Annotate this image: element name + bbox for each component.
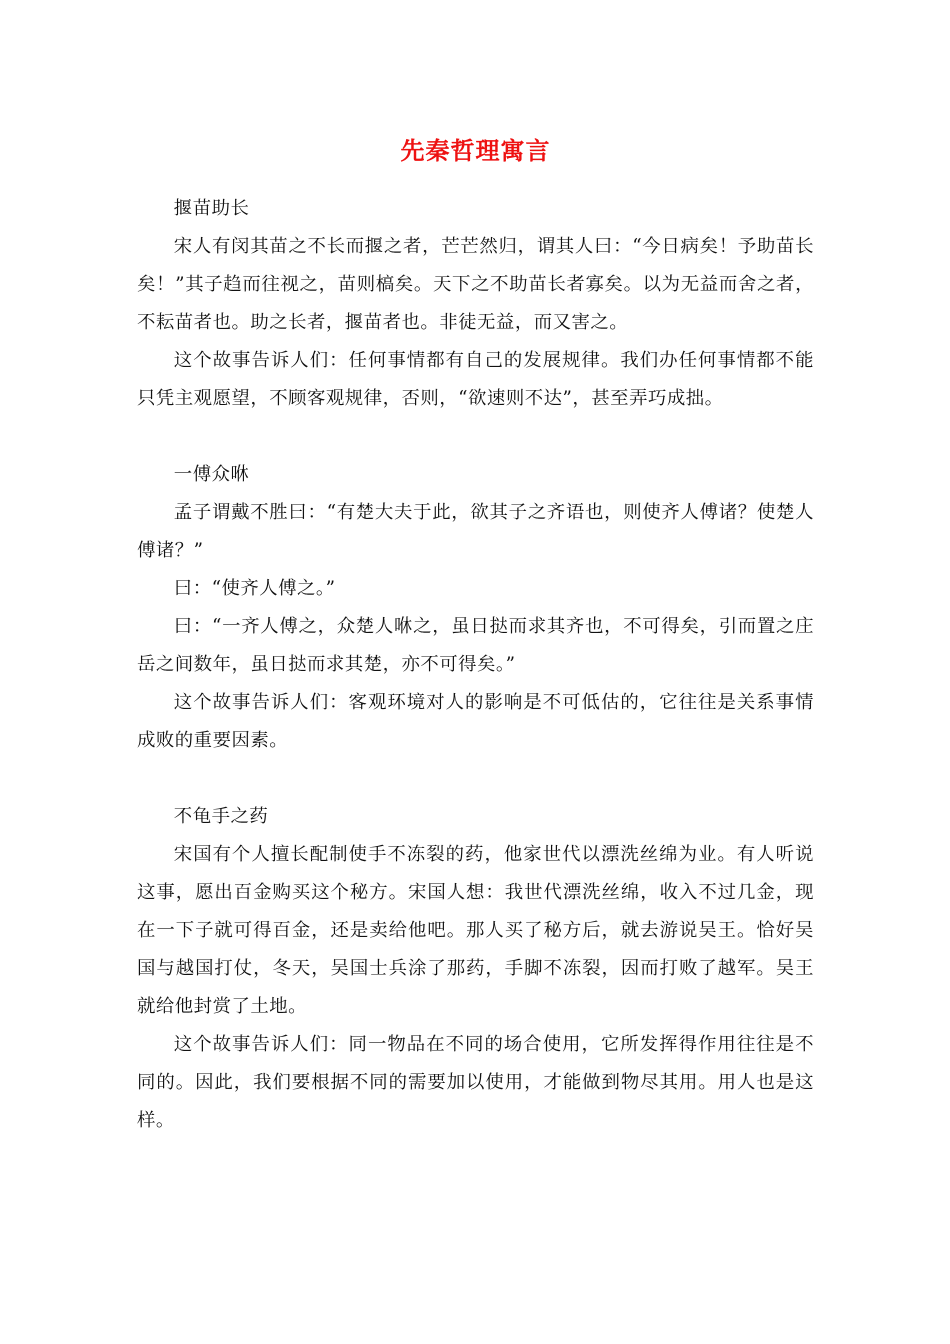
document-body (137, 190, 814, 1178)
fable-moral-paragraph: 这个故事告诉人们：任何事情都有自己的发展规律。我们办任何事情都不能只凭主观愿望，不顾客观规律，否则，“欲速则不达”，甚至弄巧成拙。 (137, 350, 814, 409)
fable-section-2 (137, 456, 814, 760)
fable-heading: 不龟手之药 (173, 806, 269, 827)
fable-paragraph: 宋国有个人擅长配制使手不冻裂的药，他家世代以漂洗丝绵为业。有人听说这事，愿出百金购买这个秘方。宋国人想：我世代漂洗丝绵，收入不过几金，现在一下子就可得百金，还是卖给他吧。那人买了秘方后，就去游说吴王。恰好吴国与越国打仗，冬天，吴国士兵涂了那药，手脚不冻裂，因而打败了越军。吴王就给他封赏了土地。 (137, 844, 814, 1017)
fable-paragraph: 曰：“使齐人傅之。” (173, 578, 336, 599)
fable-paragraph: 孟子谓戴不胜曰：“有楚大夫于此，欲其子之齐语也，则使齐人傅诸？使楚人傅诸？” (137, 502, 814, 561)
document-title: 先秦哲理寓言 (400, 137, 551, 165)
fable-section-3 (137, 798, 814, 1140)
fable-heading: 一傅众咻 (173, 464, 250, 485)
fable-moral-paragraph: 这个故事告诉人们：客观环境对人的影响是不可低估的，它往往是关系事情成败的重要因素。 (137, 692, 814, 751)
fable-paragraph: 曰：“一齐人傅之，众楚人咻之，虽日挞而求其齐也，不可得矣，引而置之庄岳之间数年，虽日挞而求其楚，亦不可得矣。” (137, 616, 814, 675)
fable-paragraph: 宋人有闵其苗之不长而揠之者，芒芒然归，谓其人曰：“今日病矣！予助苗长矣！”其子趋而往视之，苗则槁矣。天下之不助苗长者寡矣。以为无益而舍之者，不耘苗者也。助之长者，揠苗者也。非徒无益，而又害之。 (137, 236, 814, 333)
fable-heading: 揠苗助长 (173, 198, 250, 219)
fable-moral-paragraph: 这个故事告诉人们：同一物品在不同的场合使用，它所发挥得作用往往是不同的。因此，我们要根据不同的需要加以使用，才能做到物尽其用。用人也是这样。 (137, 1034, 814, 1131)
fable-section-1 (137, 190, 814, 418)
